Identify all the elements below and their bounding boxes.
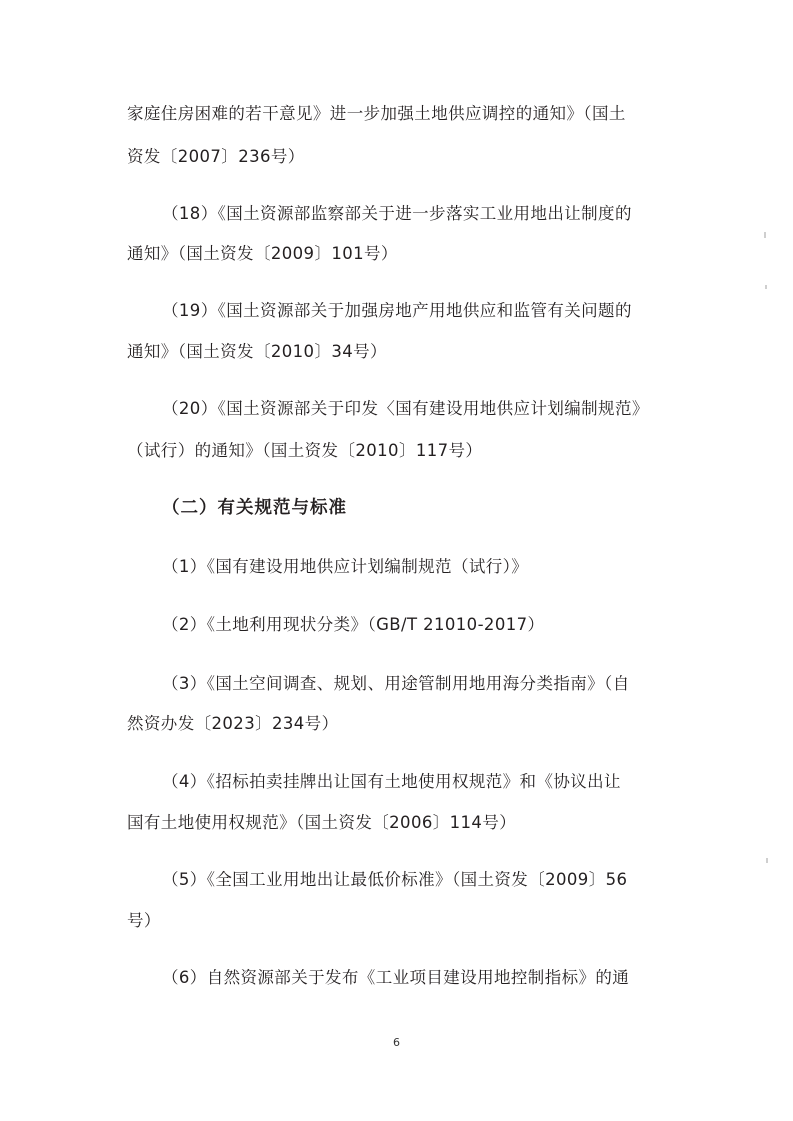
list-item-line: （3）《国土空间调查、规划、用途管制用地用海分类指南》（自 <box>162 674 630 693</box>
list-item-line: （5）《全国工业用地出让最低价标准》（国土资发〔2009〕56 <box>162 870 628 889</box>
paragraph-line: （20）《国土资源部关于印发〈国有建设用地供应计划编制规范》 <box>162 399 649 418</box>
list-item-line: （1）《国有建设用地供应计划编制规范（试行）》 <box>162 557 529 576</box>
list-item-line: （6）自然资源部关于发布《工业项目建设用地控制指标》的通 <box>162 968 630 987</box>
scan-speck <box>766 858 768 863</box>
list-item-line: 号） <box>127 911 161 930</box>
paragraph-line: 通知》（国土资发〔2009〕101号） <box>127 244 398 263</box>
scan-speck <box>764 232 766 238</box>
list-item-line: （4）《招标拍卖挂牌出让国有土地使用权规范》和《协议出让 <box>162 772 621 791</box>
list-item-line: 然资办发〔2023〕234号） <box>127 714 339 733</box>
section-heading: （二）有关规范与标准 <box>162 498 347 518</box>
scan-speck <box>765 285 767 289</box>
paragraph-line: （19）《国土资源部关于加强房地产用地供应和监管有关问题的 <box>162 301 632 320</box>
list-item-line: （2）《土地利用现状分类》（GB/T 21010-2017） <box>162 615 545 634</box>
paragraph-line: （18）《国土资源部监察部关于进一步落实工业用地出让制度的 <box>162 204 632 223</box>
paragraph-line: 通知》（国土资发〔2010〕34号） <box>127 342 387 361</box>
list-item-line: 国有土地使用权规范》（国土资发〔2006〕114号） <box>127 813 517 832</box>
page-number: 6 <box>393 1036 400 1049</box>
paragraph-line: 家庭住房困难的若干意见》进一步加强土地供应调控的通知》（国土 <box>127 104 626 123</box>
paragraph-line: （试行）的通知》（国土资发〔2010〕117号） <box>127 441 483 460</box>
paragraph-line: 资发〔2007〕236号） <box>127 147 305 166</box>
